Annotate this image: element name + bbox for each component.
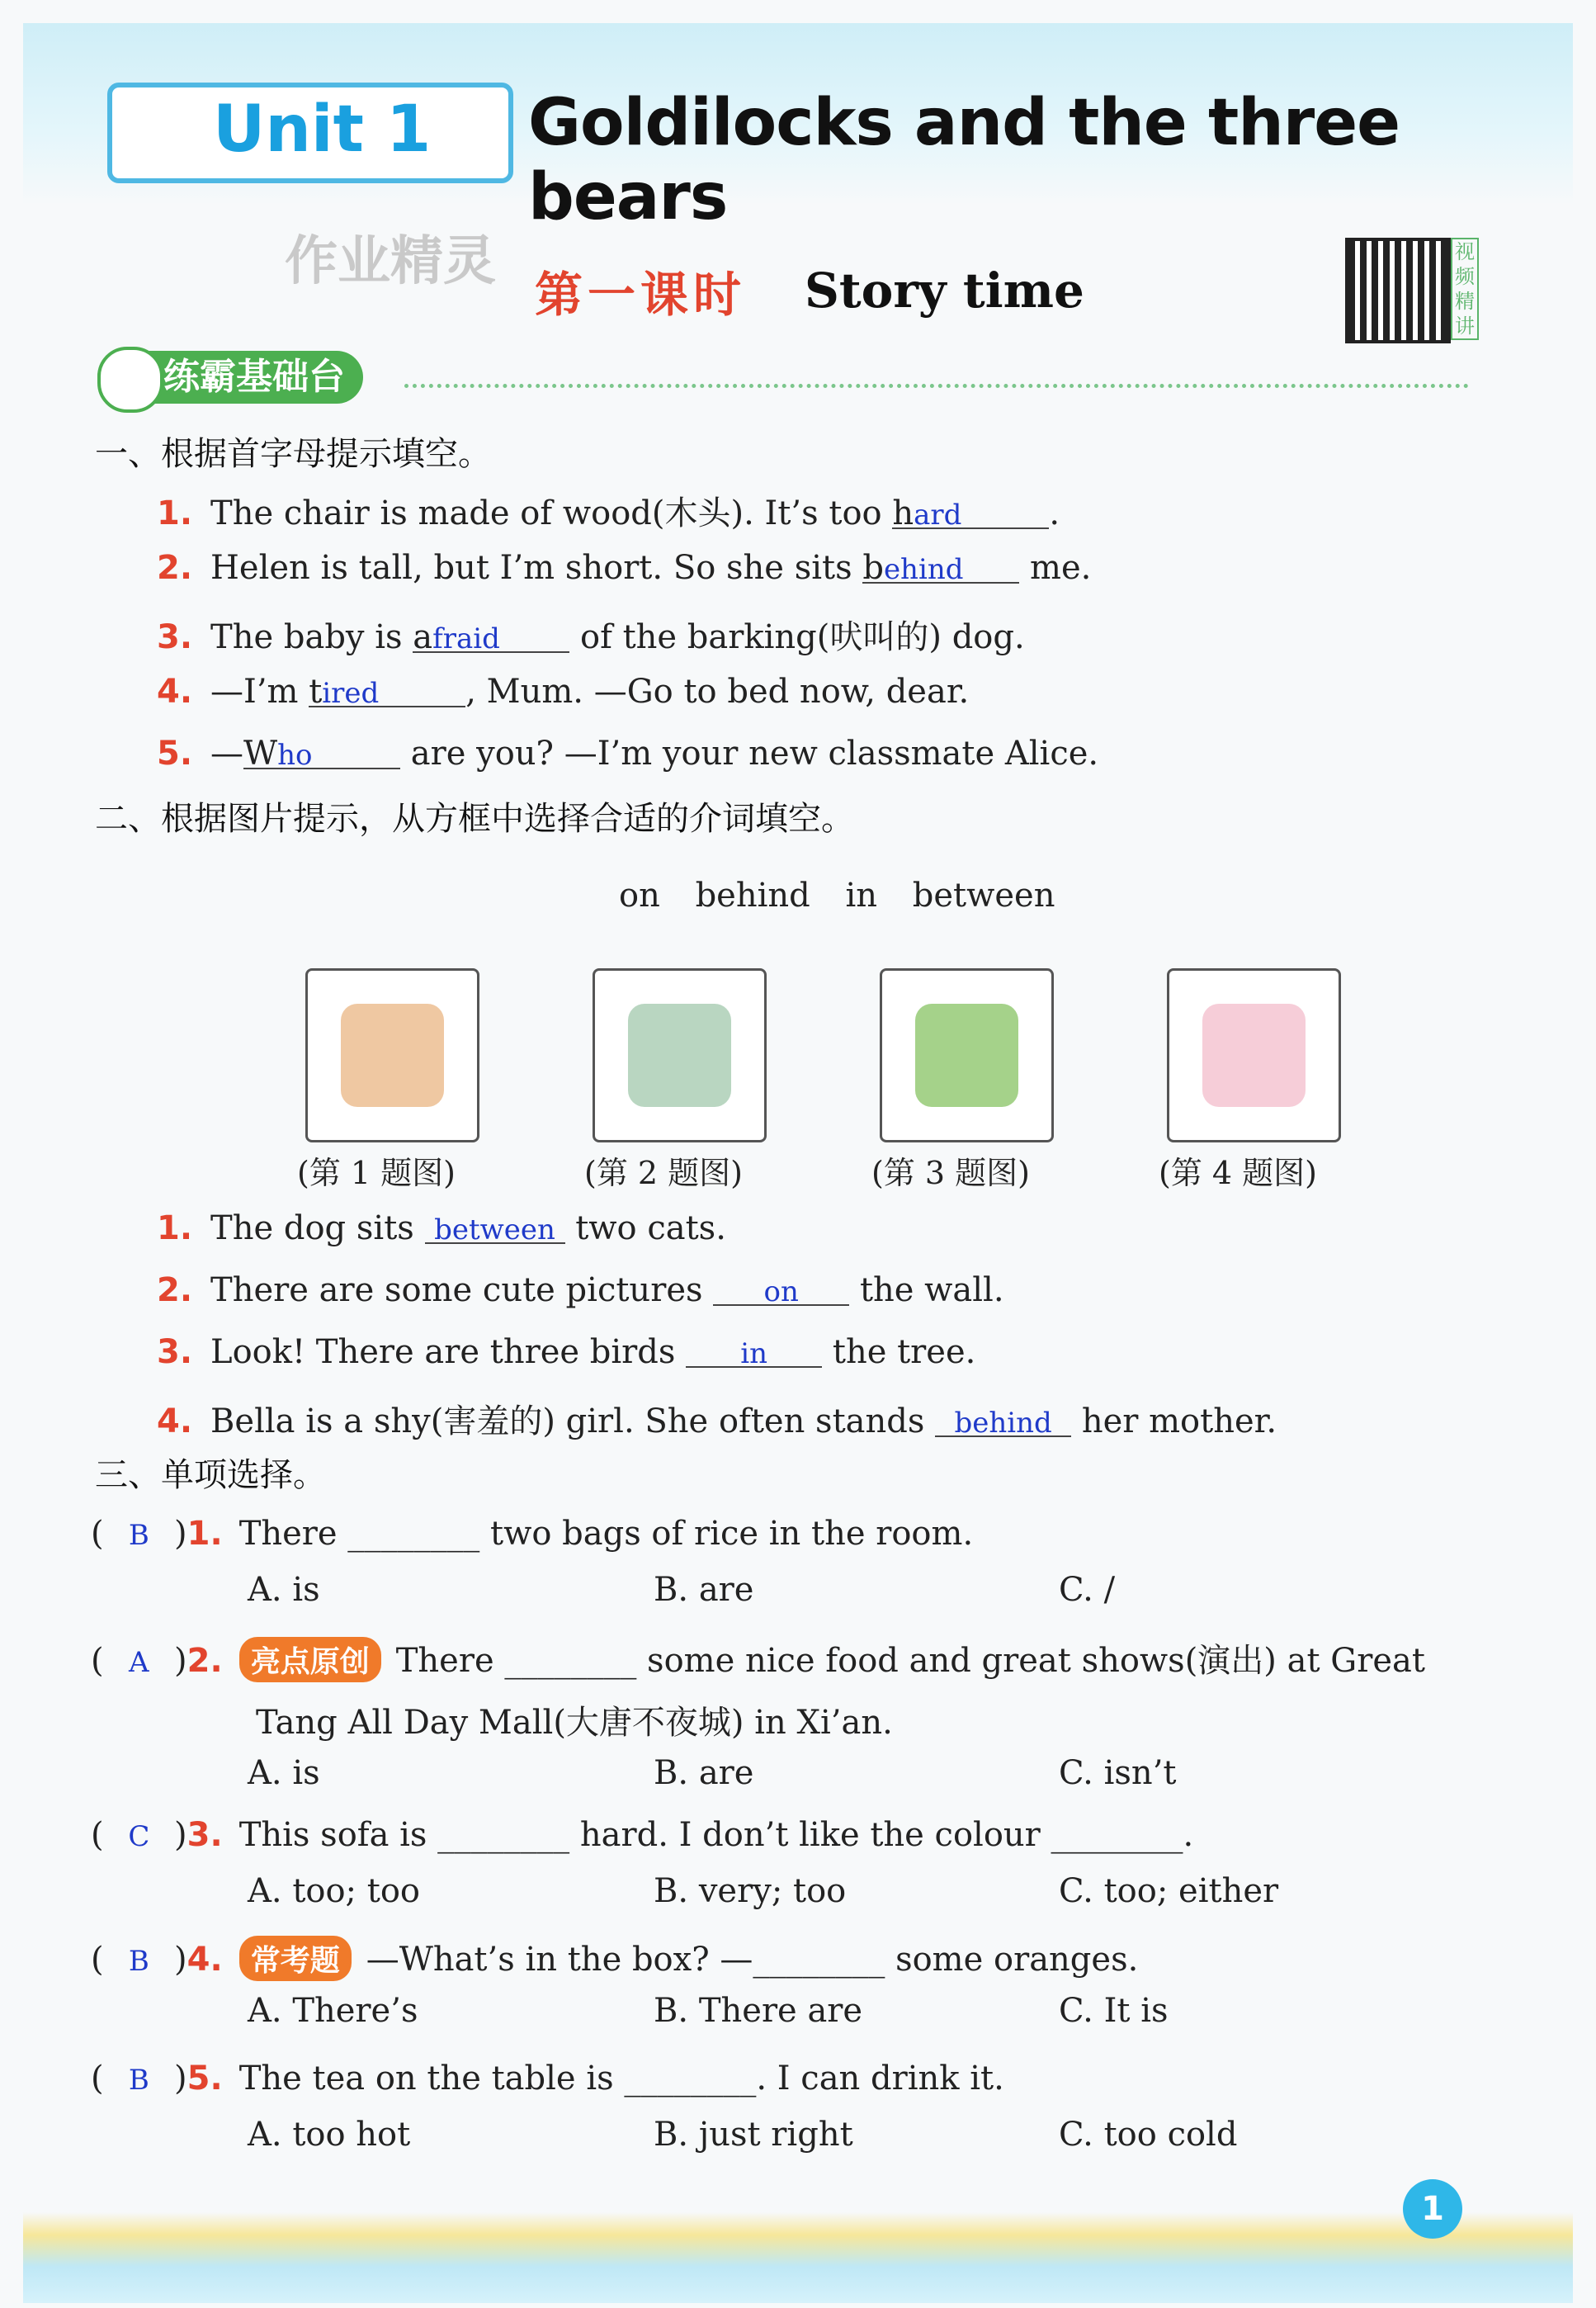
bracket-close: ) [163, 2060, 187, 2098]
bracket-close: ) [163, 1816, 187, 1854]
choice-option[interactable]: B. are [654, 1754, 754, 1792]
first-letter: t [309, 673, 323, 711]
choice-option[interactable]: C. too cold [1059, 2116, 1238, 2154]
choice-answer[interactable]: B [128, 1519, 149, 1552]
answer-blank[interactable] [243, 735, 400, 773]
question-tag: 亮点原创 [239, 1637, 381, 1682]
fill-item [157, 549, 1091, 587]
question-text: The chair is made of wood(木头). It’s too [210, 494, 893, 532]
fill-item [157, 487, 1060, 534]
answer-text: between [434, 1213, 555, 1246]
answer-blank[interactable] [686, 1333, 822, 1368]
choice-answer[interactable]: A [129, 1646, 149, 1679]
part1-heading: 一、根据首字母提示填空。 [95, 435, 491, 473]
question-tag: 常考题 [239, 1936, 352, 1981]
picture-caption: (第 2 题图) [584, 1155, 743, 1191]
girl-behind-mother-picture [1167, 968, 1341, 1142]
question-number: 4. [157, 1402, 193, 1440]
picture-caption: (第 1 题图) [297, 1155, 456, 1191]
answer-text: ard [914, 499, 962, 532]
word-option: between [912, 877, 1055, 915]
dog-between-cats-picture [305, 968, 479, 1142]
question-stem: This sofa is ________ hard. I don’t like the colour ________. [238, 1816, 1194, 1854]
question-number: 5. [157, 735, 193, 773]
word-box [619, 877, 1055, 915]
answer-text: behind [954, 1407, 1052, 1440]
answer-text: ho [277, 739, 313, 772]
question-text-after: of the barking(吠叫的) dog. [569, 618, 1025, 656]
fill-item [157, 1271, 1004, 1309]
bracket-open: ( [91, 2060, 115, 2098]
first-letter: b [862, 549, 884, 587]
choice-option[interactable]: A. is [248, 1754, 320, 1792]
pictures-on-wall-picture [593, 968, 767, 1142]
question-stem-continued: Tang All Day Mall(大唐不夜城) in Xi’an. [256, 1704, 893, 1742]
picture-caption: (第 4 题图) [1159, 1155, 1317, 1191]
picture-caption: (第 3 题图) [871, 1155, 1030, 1191]
lesson-title-en: Story time [805, 262, 1084, 319]
fill-item [157, 1209, 726, 1247]
dog-between-cats-picture-graphic [341, 1004, 444, 1107]
choice-item [91, 1936, 1138, 1981]
answer-blank[interactable] [892, 494, 1049, 532]
choice-option[interactable]: C. isn’t [1059, 1754, 1177, 1792]
lesson-title-cn: 第一课时 [535, 267, 747, 323]
word-option: in [845, 877, 878, 915]
choice-option[interactable]: B. are [654, 1571, 754, 1609]
unit-label: Unit 1 [213, 92, 432, 167]
question-text-after: two cats. [564, 1209, 726, 1247]
fill-item [157, 1395, 1277, 1442]
birds-in-tree-picture [880, 968, 1054, 1142]
answer-text: ired [322, 677, 380, 710]
bracket-close: ) [163, 1515, 187, 1553]
question-text-after: . [1049, 494, 1060, 532]
bracket-open: ( [91, 1941, 115, 1979]
part3-heading: 三、单项选择。 [95, 1456, 326, 1494]
question-text-after: the wall. [849, 1271, 1004, 1309]
section-tag: 练霸基础台 [97, 351, 363, 404]
choice-option[interactable]: C. too; either [1059, 1872, 1279, 1910]
question-number: 4. [187, 1941, 223, 1979]
question-text-after: are you? —I’m your new classmate Alice. [400, 735, 1099, 773]
question-text: — [210, 735, 244, 773]
answer-text: fraid [432, 622, 500, 655]
question-text: Bella is a shy(害羞的) girl. She often stands [210, 1402, 936, 1440]
girl-behind-mother-picture-graphic [1202, 1004, 1306, 1107]
bracket-close: ) [163, 1941, 187, 1979]
bracket-open: ( [91, 1816, 115, 1854]
choice-option[interactable]: A. is [248, 1571, 320, 1609]
question-number: 5. [187, 2060, 223, 2098]
choice-option[interactable]: C. It is [1059, 1992, 1169, 2030]
choice-item [91, 1515, 973, 1553]
choice-answer[interactable]: C [128, 1820, 150, 1853]
question-text-after: , Mum. —Go to bed now, dear. [465, 673, 970, 711]
book-icon [97, 347, 163, 413]
fill-item [157, 1333, 975, 1371]
choice-item [91, 2060, 1004, 2098]
pictures-on-wall-picture-graphic [628, 1004, 731, 1107]
question-text: The dog sits [210, 1209, 425, 1247]
question-text-after: me. [1019, 549, 1092, 587]
choice-answer[interactable]: B [128, 2064, 149, 2097]
bracket-close: ) [163, 1642, 187, 1680]
birds-in-tree-picture-graphic [915, 1004, 1018, 1107]
answer-text: on [763, 1275, 799, 1308]
question-text: Helen is tall, but I’m short. So she sits [210, 549, 863, 587]
first-letter: h [892, 494, 914, 532]
qr-label: 视频精讲 [1451, 238, 1479, 340]
choice-option[interactable]: B. very; too [654, 1872, 847, 1910]
answer-blank[interactable] [713, 1271, 849, 1306]
choice-option[interactable]: B. just right [654, 2116, 853, 2154]
dotted-divider [404, 384, 1469, 388]
choice-option[interactable]: A. There’s [248, 1992, 418, 2030]
question-number: 3. [157, 618, 193, 656]
first-letter: W [243, 735, 278, 773]
word-option: behind [695, 877, 810, 915]
choice-answer[interactable]: B [128, 1945, 149, 1978]
answer-blank[interactable] [309, 673, 465, 711]
question-number: 2. [157, 1271, 193, 1309]
answer-text: in [740, 1337, 768, 1370]
question-text: Look! There are three birds [210, 1333, 687, 1371]
fill-item [157, 673, 969, 711]
question-number: 1. [157, 1209, 193, 1247]
answer-blank[interactable] [413, 618, 569, 656]
choice-item [91, 1634, 1425, 1682]
fill-item [157, 611, 1025, 658]
question-number: 3. [157, 1333, 193, 1371]
question-stem: The tea on the table is ________. I can drink it. [238, 2060, 1004, 2098]
part2-heading: 二、根据图片提示，从方框中选择合适的介词填空。 [95, 800, 854, 838]
question-stem: There ________ some nice food and great shows(演出) at Great [395, 1642, 1425, 1680]
question-number: 2. [187, 1642, 223, 1680]
question-text-after: the tree. [822, 1333, 976, 1371]
qr-code-icon[interactable] [1345, 238, 1451, 343]
word-option: on [619, 877, 660, 915]
choice-item [91, 1816, 1193, 1854]
question-text-after: her mother. [1071, 1402, 1277, 1440]
choice-option[interactable]: C. / [1059, 1571, 1116, 1609]
answer-blank[interactable] [935, 1402, 1071, 1440]
question-stem: —What’s in the box? —________ some oranges. [366, 1941, 1139, 1979]
answer-text: ehind [883, 553, 964, 586]
question-text: There are some cute pictures [210, 1271, 714, 1309]
question-text: —I’m [210, 673, 309, 711]
question-number: 1. [157, 494, 193, 532]
choice-option[interactable]: A. too hot [248, 2116, 411, 2154]
answer-blank[interactable] [425, 1209, 565, 1244]
first-letter: a [413, 618, 433, 656]
answer-blank[interactable] [862, 549, 1019, 587]
question-stem: There ________ two bags of rice in the room. [238, 1515, 974, 1553]
question-text: The baby is [210, 618, 413, 656]
footer-banner [23, 2212, 1573, 2303]
choice-option[interactable]: B. There are [654, 1992, 863, 2030]
bracket-open: ( [91, 1642, 115, 1680]
watermark: 作业精灵 [285, 231, 496, 292]
unit-title: Goldilocks and the three bears [528, 86, 1400, 234]
fill-item [157, 735, 1098, 773]
question-number: 2. [157, 549, 193, 587]
question-number: 1. [187, 1515, 223, 1553]
choice-option[interactable]: A. too; too [248, 1872, 420, 1910]
bracket-open: ( [91, 1515, 115, 1553]
question-number: 4. [157, 673, 193, 711]
question-number: 3. [187, 1816, 223, 1854]
page-number: 1 [1403, 2179, 1462, 2239]
